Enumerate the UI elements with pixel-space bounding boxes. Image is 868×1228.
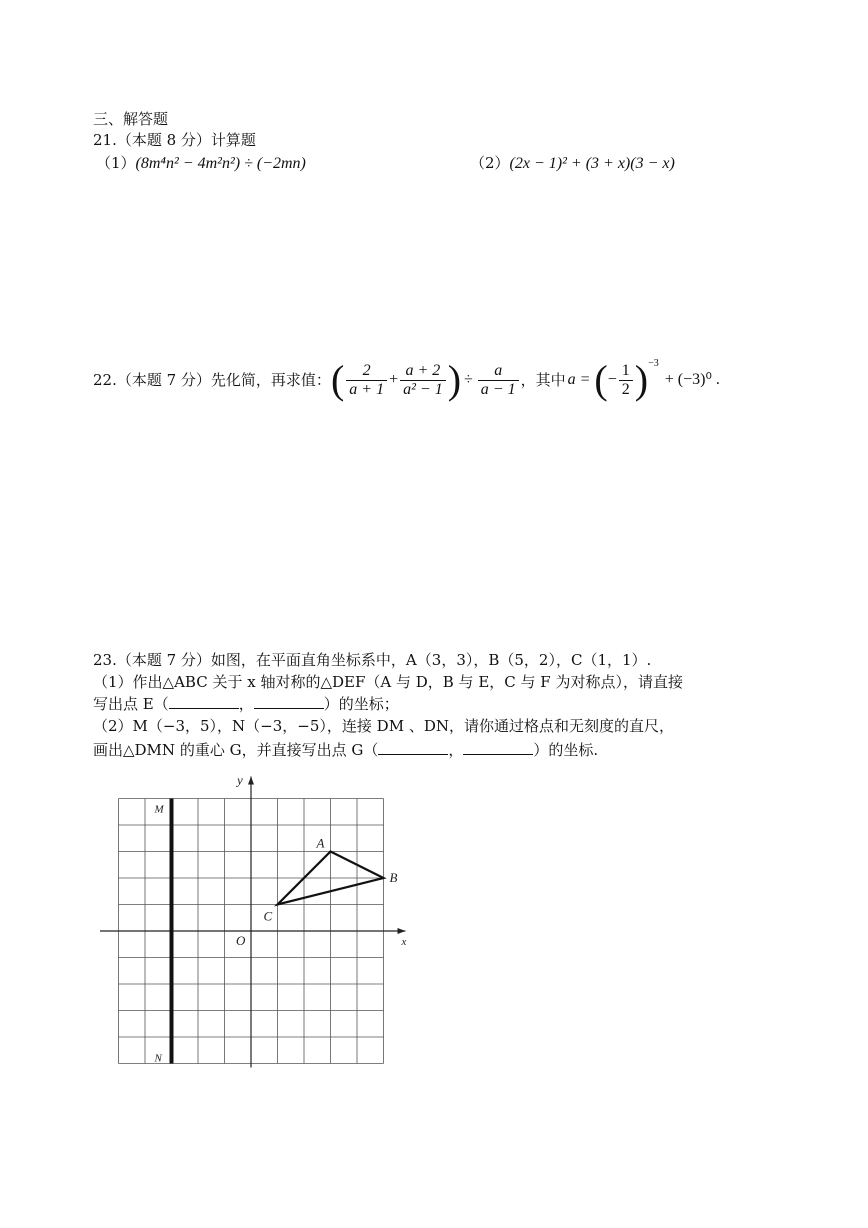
fraction-half <box>619 362 633 399</box>
divide-sign: ÷ <box>464 371 473 388</box>
q21-part2-label: （2） <box>470 154 510 172</box>
fraction-2-denominator: a² − 1 <box>403 380 443 398</box>
fraction-3 <box>478 362 519 399</box>
axes <box>100 777 406 1068</box>
section-title: 三、解答题 <box>93 110 169 128</box>
q21-part1-label: （1） <box>96 154 136 172</box>
fraction-1 <box>346 362 387 399</box>
q21-part1-expression: (8m⁴n² − 4m²n²) ÷ (−2mn) <box>135 155 306 172</box>
q23-line-3 <box>93 694 399 714</box>
fraction-2 <box>400 362 446 399</box>
right-paren-2: ) <box>634 357 649 402</box>
a-equals: a = <box>567 371 591 388</box>
answer-blank-g-y[interactable] <box>463 740 533 755</box>
q23-line-5-start: 画出△DMN 的重心 G，并直接写出点 G（ <box>93 741 379 759</box>
y-axis-label: y <box>237 772 243 788</box>
q23-line-1: 23.（本题 7 分）如图，在平面直角坐标系中，A（3，3），B（5，2），C（1，1）. <box>93 651 652 669</box>
answer-blank-e-y[interactable] <box>254 694 324 709</box>
answer-blank-g-x[interactable] <box>378 740 448 755</box>
fraction-2-numerator: a + 2 <box>400 362 446 381</box>
q23-line-5 <box>93 740 598 760</box>
fraction-half-numerator: 1 <box>619 362 633 381</box>
x-axis-label: x <box>401 936 407 948</box>
q22-mid-text: ，其中 <box>520 371 566 389</box>
point-n-label: N <box>154 1052 162 1065</box>
fraction-3-numerator: a <box>478 362 519 381</box>
fraction-1-denominator: a + 1 <box>349 380 385 398</box>
q22-tail: + (−3)⁰ . <box>664 371 720 388</box>
q21-part1 <box>96 153 306 174</box>
y-axis-arrow <box>248 777 254 785</box>
right-paren: ) <box>447 357 462 402</box>
coordinate-grid-figure <box>90 765 430 1075</box>
minus-sign: − <box>607 371 617 388</box>
q22-prefix: 22.（本题 7 分）先化简，再求值： <box>93 371 331 389</box>
exponent: −3 <box>648 358 659 369</box>
answer-blank-e-x[interactable] <box>169 694 239 709</box>
point-m-label: M <box>154 803 164 816</box>
point-a-label: A <box>316 835 325 851</box>
q23-line-5-separator: ， <box>448 741 464 759</box>
q23-line-3-separator: ， <box>238 695 254 713</box>
point-b-label: B <box>389 870 398 885</box>
fraction-3-denominator: a − 1 <box>480 380 516 398</box>
q23-line-5-end: ）的坐标. <box>533 741 599 759</box>
q22-line <box>93 352 720 408</box>
left-paren-2: ( <box>594 357 608 402</box>
fraction-1-numerator: 2 <box>346 362 387 381</box>
q23-line-2: （1）作出△ABC 关于 x 轴对称的△DEF（A 与 D，B 与 E，C 与 F 为对称点），请直接 <box>93 673 683 691</box>
x-axis-arrow <box>398 928 406 934</box>
plus-sign: + <box>389 371 399 388</box>
q21-part2-expression: (2x − 1)² + (3 + x)(3 − x) <box>509 155 675 172</box>
origin-label: O <box>236 933 246 948</box>
q23-line-4: （2）M（−3，5），N（−3，−5），连接 DM 、DN，请你通过格点和无刻度的直尺， <box>93 717 674 735</box>
q21-part2 <box>470 153 675 174</box>
q23-line-3-start: 写出点 E（ <box>93 695 169 713</box>
left-paren: ( <box>330 357 345 402</box>
q23-line-3-end: ）的坐标； <box>323 695 399 713</box>
fraction-half-denominator: 2 <box>621 380 630 398</box>
q21-header: 21.（本题 8 分）计算题 <box>93 131 256 149</box>
labels <box>154 773 407 1065</box>
point-c-label: C <box>263 908 273 924</box>
